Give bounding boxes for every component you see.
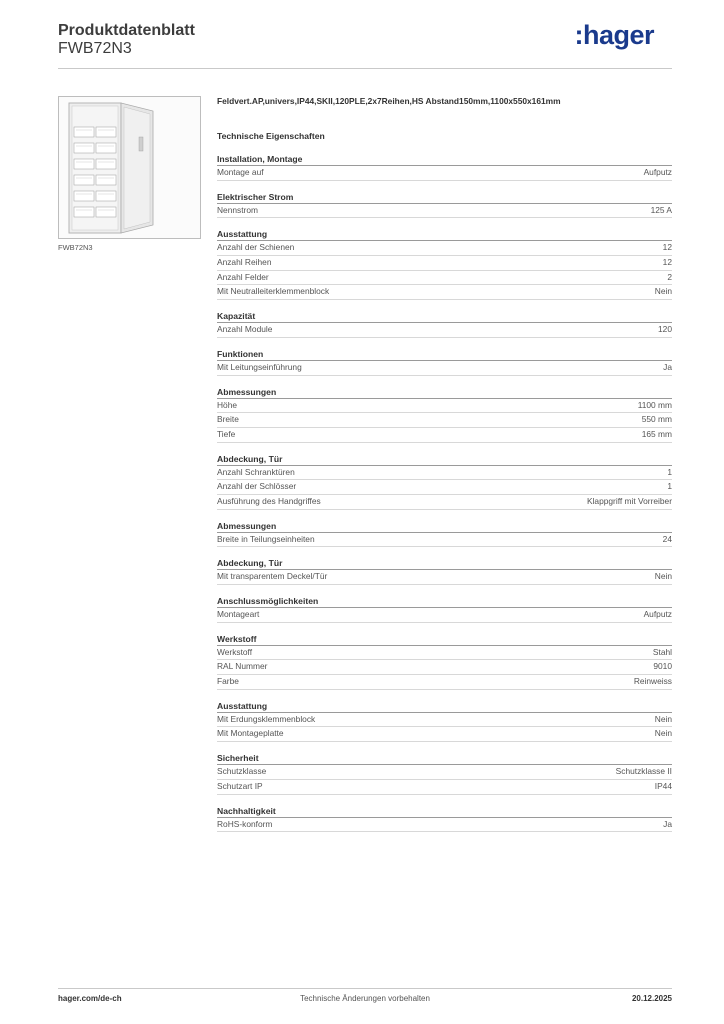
spec-value: 550 mm (641, 414, 672, 425)
spec-row (217, 818, 672, 833)
product-image (58, 96, 201, 239)
spec-row (217, 285, 672, 300)
spec-value: Stahl (652, 646, 672, 657)
spec-group (217, 452, 672, 510)
footer-divider (58, 988, 672, 989)
spec-label: Farbe (217, 676, 239, 687)
spec-group (217, 309, 672, 338)
spec-value: Nein (654, 286, 672, 297)
spec-value: 120 (658, 324, 672, 335)
spec-label: Mit transparentem Deckel/Tür (217, 571, 328, 582)
spec-row (217, 727, 672, 742)
spec-value: Ja (663, 361, 672, 372)
spec-label: Breite (217, 414, 239, 425)
spec-group (217, 804, 672, 833)
document-title: Produktdatenblatt (58, 22, 195, 39)
group-title: Ausstattung (217, 227, 672, 241)
spec-label: Mit Leitungseinführung (217, 361, 302, 372)
spec-label: Höhe (217, 399, 238, 410)
page-footer (58, 994, 672, 1008)
spec-value: Nein (654, 571, 672, 582)
spec-label: Mit Montageplatte (217, 728, 284, 739)
spec-label: Ausführung des Handgriffes (217, 495, 321, 506)
spec-label: Montageart (217, 609, 260, 619)
group-title: Abmessungen (217, 519, 672, 533)
group-title: Abdeckung, Tür (217, 556, 672, 570)
spec-label: Nennstrom (217, 204, 258, 215)
spec-row (217, 256, 672, 271)
spec-group (217, 699, 672, 742)
spec-value: Nein (654, 713, 672, 724)
spec-label: Anzahl der Schlösser (217, 481, 297, 492)
spec-row (217, 399, 672, 414)
spec-value: Reinweiss (633, 676, 672, 687)
spec-row (217, 608, 672, 623)
spec-value: Klappgriff mit Vorreiber (586, 495, 672, 506)
spec-value: 1 (667, 481, 672, 492)
spec-row (217, 166, 672, 181)
product-description: Feldvert.AP,univers,IP44,SKII,120PLE,2x7Reihen,HS Abstand150mm,1100x550x161mm (217, 96, 561, 106)
spec-label: Montage auf (217, 167, 264, 177)
spec-row (217, 428, 672, 443)
spec-label: Breite in Teilungseinheiten (217, 533, 315, 544)
spec-row (217, 660, 672, 675)
spec-group (217, 152, 672, 181)
group-title: Abdeckung, Tür (217, 452, 672, 466)
spec-row (217, 533, 672, 548)
spec-row (217, 204, 672, 219)
spec-group (217, 347, 672, 376)
footer-notice: Technische Änderungen vorbehalten (300, 994, 430, 1003)
spec-value: 12 (662, 242, 672, 253)
spec-group (217, 751, 672, 794)
spec-label: Anzahl der Schienen (217, 242, 295, 253)
spec-label: Anzahl Felder (217, 271, 269, 282)
group-title: Anschlussmöglichkeiten (217, 594, 672, 608)
spec-value: Nein (654, 728, 672, 739)
spec-value: Ja (663, 818, 672, 829)
spec-row (217, 765, 672, 780)
spec-value: 125 A (650, 204, 672, 215)
spec-label: Schutzart IP (217, 780, 263, 791)
spec-group (217, 519, 672, 548)
group-title: Sicherheit (217, 751, 672, 765)
spec-value: 1100 mm (637, 399, 672, 410)
spec-group (217, 632, 672, 690)
group-title: Kapazität (217, 309, 672, 323)
distribution-cabinet-illustration (59, 97, 200, 238)
footer-website: hager.com/de-ch (58, 994, 122, 1003)
spec-group (217, 594, 672, 623)
spec-row (217, 413, 672, 428)
spec-group (217, 190, 672, 219)
spec-value: IP44 (654, 780, 672, 791)
spec-label: Anzahl Schranktüren (217, 466, 295, 477)
spec-value: 12 (662, 257, 672, 268)
spec-row (217, 713, 672, 728)
spec-value: 2 (667, 271, 672, 282)
spec-value: Schutzklasse II (615, 766, 672, 777)
spec-row (217, 271, 672, 286)
spec-value: 165 mm (641, 428, 672, 439)
image-caption: FWB72N3 (58, 243, 93, 252)
spec-content (217, 95, 672, 832)
spec-row (217, 570, 672, 585)
spec-label: RAL Nummer (217, 661, 268, 672)
spec-group (217, 556, 672, 585)
spec-value: Aufputz (643, 167, 672, 177)
spec-value: 1 (667, 466, 672, 477)
spec-value: 9010 (653, 661, 672, 672)
spec-label: Schutzklasse (217, 766, 267, 777)
spec-row (217, 323, 672, 338)
spec-row (217, 646, 672, 661)
group-title: Abmessungen (217, 385, 672, 399)
spec-label: Anzahl Module (217, 324, 273, 335)
spec-groups (217, 152, 672, 832)
spec-group (217, 227, 672, 300)
spec-row (217, 675, 672, 690)
spec-label: Mit Neutralleiterklemmenblock (217, 286, 330, 297)
spec-row (217, 361, 672, 376)
spec-label: Mit Erdungsklemmenblock (217, 713, 316, 724)
spec-value: Aufputz (643, 609, 672, 619)
spec-label: Anzahl Reihen (217, 257, 272, 268)
spec-row (217, 780, 672, 795)
document-subtitle: FWB72N3 (58, 40, 132, 57)
spec-row (217, 480, 672, 495)
footer-date: 20.12.2025 (631, 994, 672, 1003)
spec-label: RoHS-konform (217, 818, 273, 829)
spec-label: Werkstoff (217, 646, 253, 657)
spec-group (217, 385, 672, 443)
header-divider (58, 68, 672, 69)
group-title: Funktionen (217, 347, 672, 361)
spec-row (217, 495, 672, 510)
page-header (58, 20, 672, 70)
group-title: Nachhaltigkeit (217, 804, 672, 818)
section-title: Technische Eigenschaften (217, 131, 325, 141)
group-title: Installation, Montage (217, 152, 672, 166)
group-title: Werkstoff (217, 632, 672, 646)
spec-row (217, 241, 672, 256)
group-title: Ausstattung (217, 699, 672, 713)
spec-label: Tiefe (217, 428, 236, 439)
group-title: Elektrischer Strom (217, 190, 672, 204)
spec-row (217, 466, 672, 481)
hager-logo: :hager (574, 20, 654, 50)
spec-value: 24 (662, 533, 672, 544)
